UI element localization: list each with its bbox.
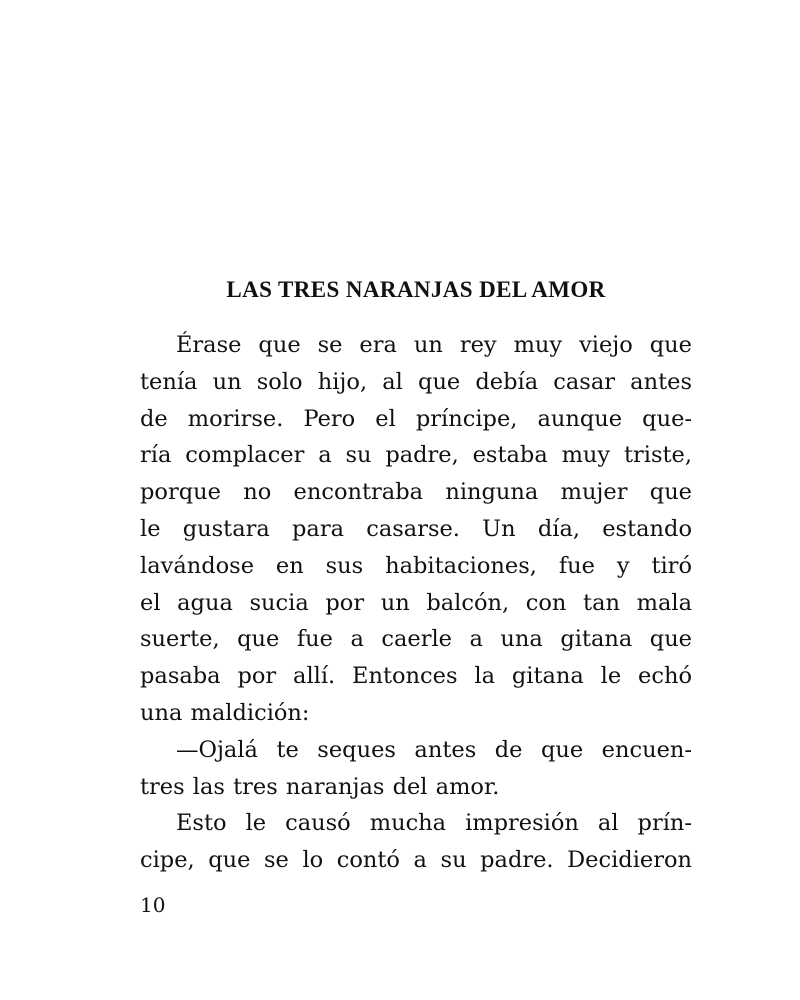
chapter-title: LAS TRES NARANJAS DEL AMOR bbox=[226, 277, 606, 302]
text-line: de morirse. Pero el príncipe, aunque que- bbox=[140, 405, 692, 432]
text-line: pasaba por allí. Entonces la gitana le echó bbox=[140, 663, 692, 690]
text-line: lavándose en sus habitaciones, fue y tiró bbox=[140, 552, 692, 579]
text-line: el agua sucia por un balcón, con tan mala bbox=[140, 589, 692, 616]
page-number: 10 bbox=[140, 893, 166, 917]
text-line: tenía un solo hijo, al que debía casar antes bbox=[140, 368, 692, 395]
text-line: suerte, que fue a caerle a una gitana que bbox=[140, 626, 692, 653]
dialogue-line: tres las tres naranjas del amor. bbox=[140, 773, 500, 800]
text-line: una maldición: bbox=[140, 699, 310, 726]
body-text bbox=[140, 327, 692, 879]
text-line: le gustara para casarse. Un día, estando bbox=[140, 515, 692, 542]
text-line: ría complacer a su padre, estaba muy triste, bbox=[140, 442, 692, 469]
text-line: cipe, que se lo contó a su padre. Decidieron bbox=[140, 847, 692, 874]
text-line: Esto le causó mucha impresión al prín- bbox=[176, 810, 692, 837]
text-line: Érase que se era un rey muy viejo que bbox=[176, 332, 692, 358]
dialogue-line: —Ojalá te seques antes de que encuen- bbox=[176, 736, 692, 763]
text-line: porque no encontraba ninguna mujer que bbox=[140, 479, 692, 506]
